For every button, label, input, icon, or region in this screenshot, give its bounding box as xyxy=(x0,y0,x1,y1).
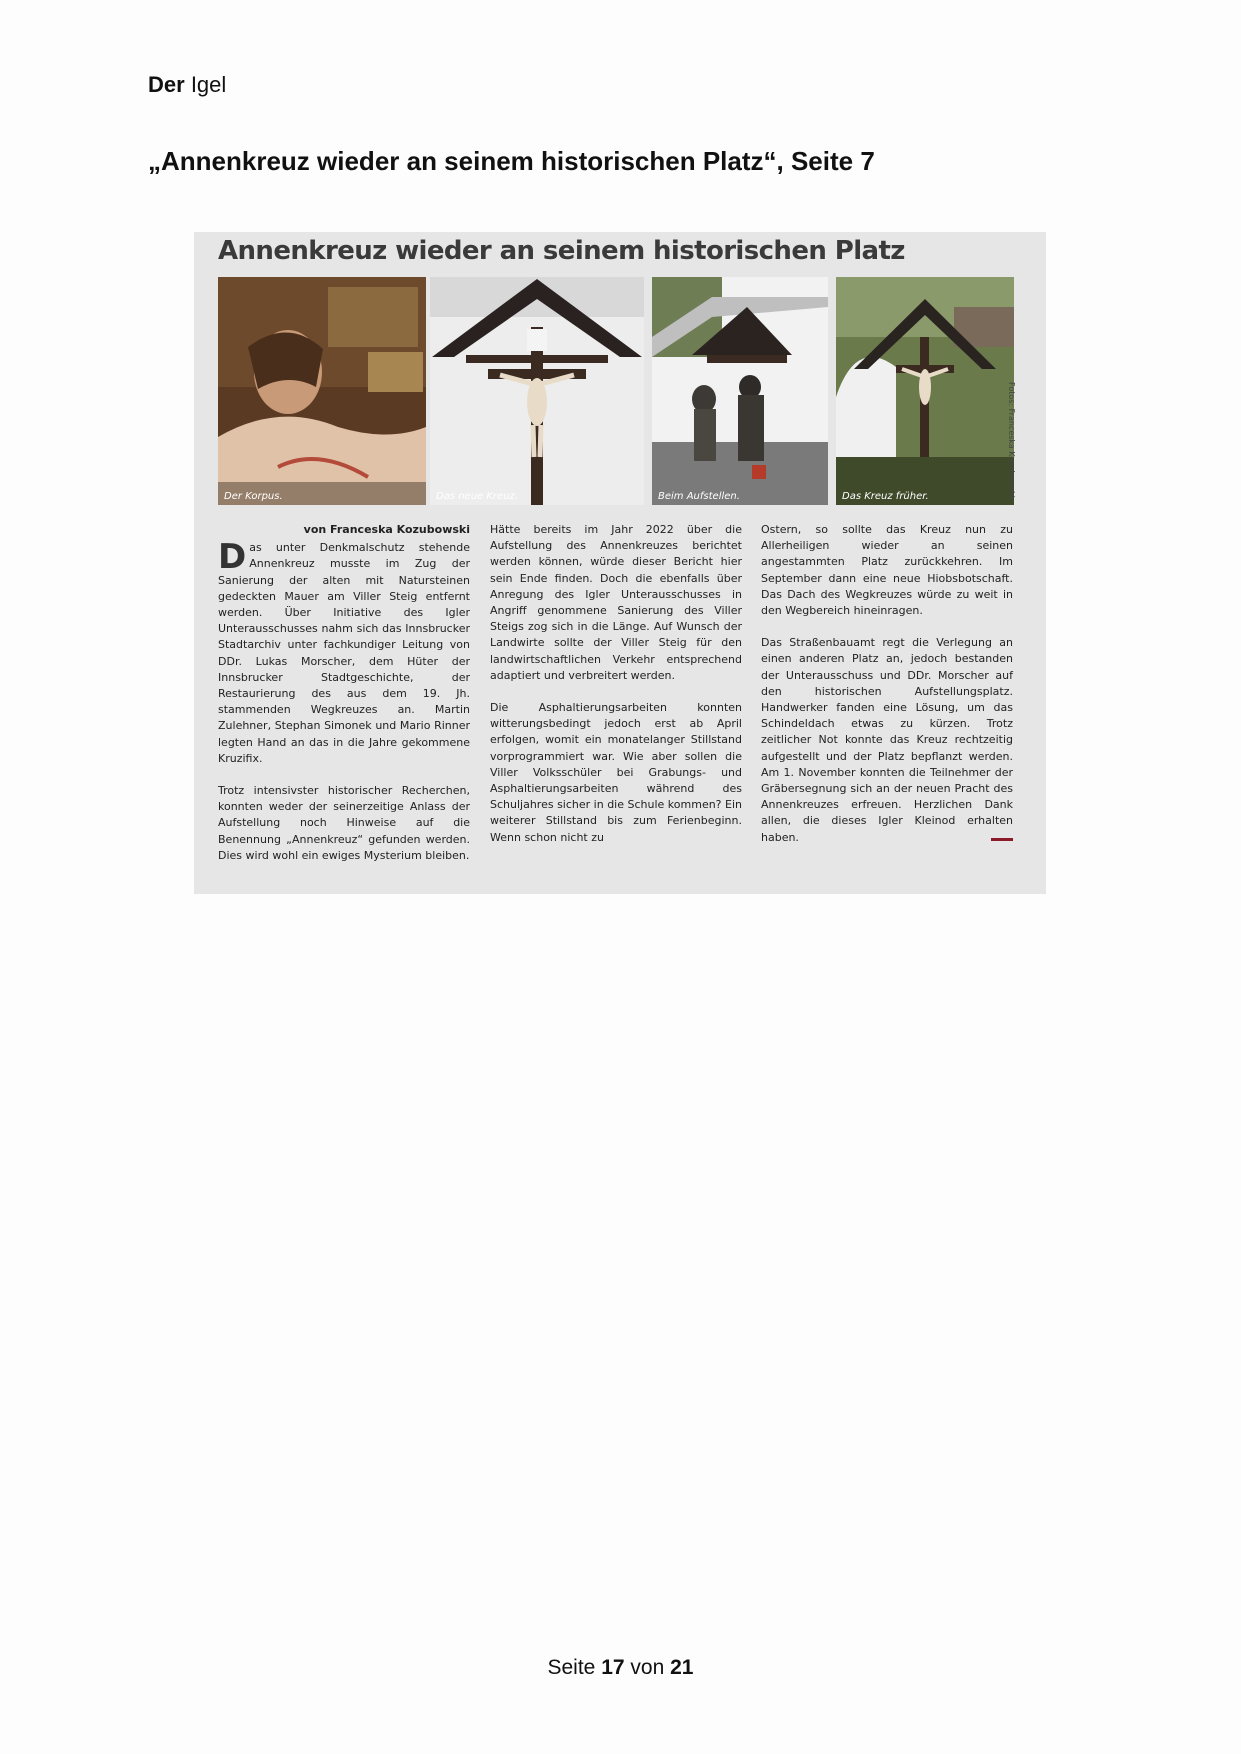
footer-middle: von xyxy=(630,1656,665,1679)
footer-page-total: 21 xyxy=(670,1656,694,1679)
publication-name-rest: Igel xyxy=(190,72,227,97)
publication-name-bold: Der xyxy=(148,72,185,97)
photo-old-cross-image xyxy=(836,277,1014,505)
clipping-headline: Annenkreuz wieder an seinem historischen Platz xyxy=(218,236,905,266)
photo-installation xyxy=(652,277,828,505)
article-column-1 xyxy=(218,522,470,880)
footer-prefix: Seite xyxy=(547,1656,596,1679)
article-paragraph: Die Asphaltierungsarbeiten konnten witterungsbedingt jedoch erst ab April erfolgen, womit ein monatelanger Stillstand vorprogrammiert war. Wie aber sollen die Viller Volksschüler bei Grabungs- und Asphaltierungsarbeiten während des Schuljahres sicher in die Schule kommen? Ein weiterer Stillstand bis zum Ferienbeginn. Wenn schon nicht zu xyxy=(490,701,742,844)
photo-credit: Fotos: Franceska Kozubowski xyxy=(1007,382,1016,498)
article-paragraph: Ostern, so sollte das Kreuz nun zu Allerheiligen wieder an seinen angestammten Platz zurückkehren. Im September dann eine neue Hiobsbotschaft. Das Dach des Wegkreuzes würde zu weit in den Wegbereich hineinragen. xyxy=(761,523,1013,618)
publication-name xyxy=(148,72,226,98)
footer-page-number: 17 xyxy=(601,1656,625,1679)
photo-caption-new-cross: Das neue Kreuz. xyxy=(436,491,518,502)
article-end-mark xyxy=(991,838,1013,841)
article-column-2 xyxy=(490,522,742,862)
page-footer xyxy=(0,1656,1241,1680)
photo-new-cross-image xyxy=(430,277,644,505)
photo-caption-installation: Beim Aufstellen. xyxy=(658,491,740,502)
photo-installation-image xyxy=(652,277,828,505)
article-paragraph-text: Das Straßenbauamt regt die Verlegung an einen anderen Platz an, jedoch bestanden der Unterausschuss und DDr. Morscher auf den historischen Aufstellungsplatz. Handwerker fanden eine Lösung, um das Schindeldach etwas zu kürzen. Trotz zeitlicher Not konnte das Kreuz rechtzeitig aufgestellt und der Platz bepflanzt werden. Am 1. November konnten die Teilnehmer der Gräbersegnung sich an der neuen Pracht des Annenkreuzes erfreuen. Herzlichen Dank allen, die dieses Igler Kleinod erhalten haben. xyxy=(761,636,1013,844)
article-column-3 xyxy=(761,522,1013,862)
article-paragraph: Hätte bereits im Jahr 2022 über die Aufstellung des Annenkreuzes berichtet werden können, würde dieser Bericht hier sein Ende finden. Doch die ebenfalls über Anregung des Igler Unterausschusses in Angriff genommene Sanierung des Viller Steigs zog sich in die Länge. Auf Wunsch der Landwirte sollte der Viller Steig für den landwirtschaftlichen Verkehr entsprechend adaptiert und verbreitert werden. xyxy=(490,523,742,682)
article-paragraph xyxy=(761,635,1013,846)
photo-korpus xyxy=(218,277,426,505)
photo-caption-old-cross: Das Kreuz früher. xyxy=(842,491,929,502)
photo-old-cross xyxy=(836,277,1014,505)
article-paragraph xyxy=(218,537,470,767)
article-paragraph-text: as unter Denkmalschutz stehende Annenkreuz musste im Zug der Sanierung der alten mit Natursteinen gedeckten Mauer am Viller Steig entfernt werden. Über Initiative des Igler Unterausschusses nahm sich das Innsbrucker Stadtarchiv unter fachkundiger Leitung von DDr. Lukas Morscher, dem Hüter der Innsbrucker Stadtgeschichte, der Restaurierung des aus dem 19. Jh. stammenden Wegkreuzes an. Martin Zulehner, Stephan Simonek und Mario Rinner legten Hand an das in die Jahre gekommene Kruzifix. xyxy=(218,541,470,765)
photo-new-cross xyxy=(430,277,644,505)
photo-korpus-image xyxy=(218,277,426,505)
photo-caption-korpus: Der Korpus. xyxy=(224,491,283,502)
drop-cap: D xyxy=(218,537,247,578)
article-byline: von Franceska Kozubowski xyxy=(303,523,470,536)
newspaper-clipping xyxy=(194,232,1046,894)
page-title: „Annenkreuz wieder an seinem historischen Platz“, Seite 7 xyxy=(148,146,875,176)
article-paragraph: Trotz intensivster historischer Recherchen, konnten weder der seinerzeitige Anlass der Aufstellung noch Hinweise auf die Benennung „Annenkreuz“ gefunden werden. Dies wird wohl ein ewiges Mysterium bleiben. xyxy=(218,784,470,862)
